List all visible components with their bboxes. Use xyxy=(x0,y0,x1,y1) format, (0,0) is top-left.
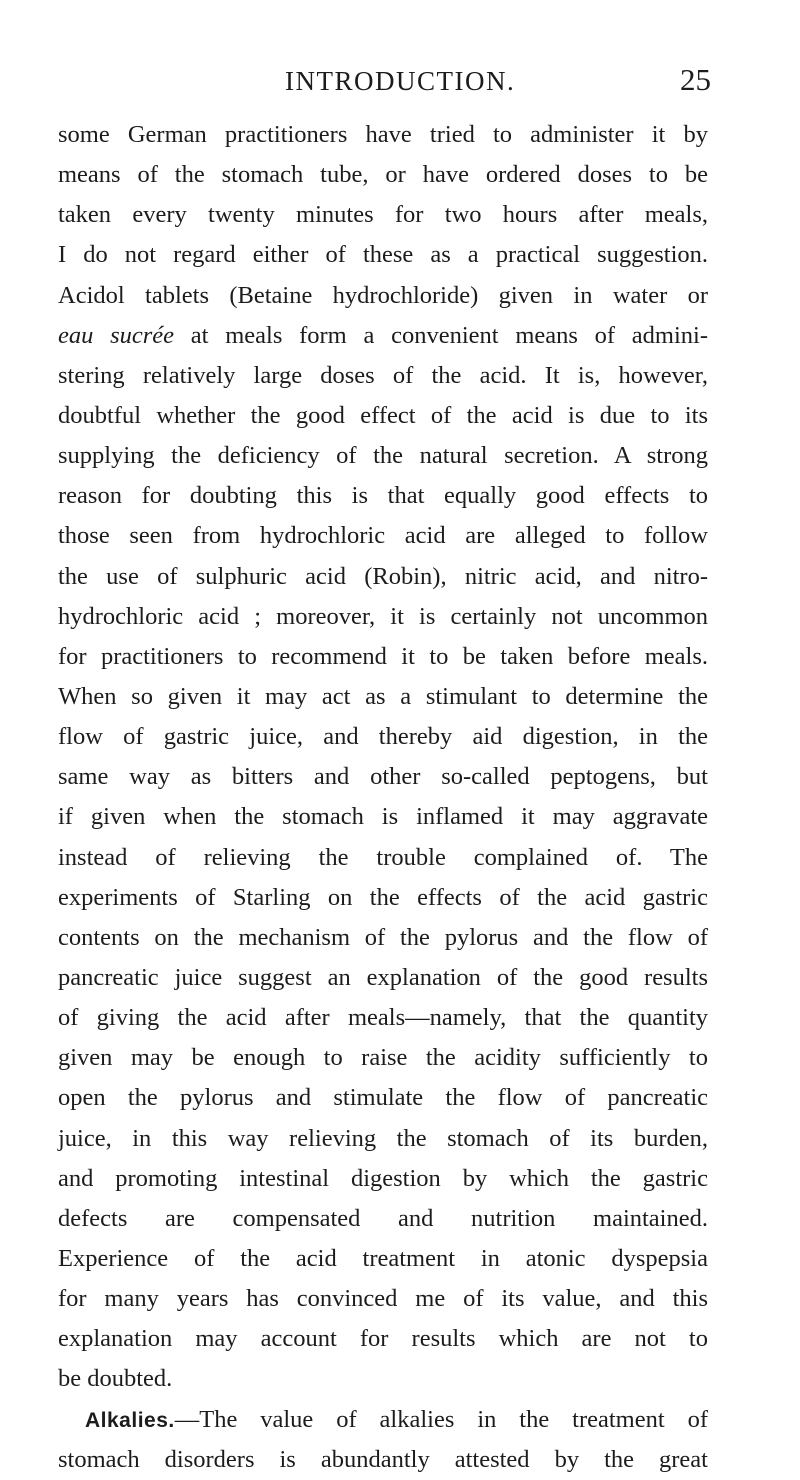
text-line: I do not regard either of these as a practical suggestion. xyxy=(58,241,708,269)
text-line: stomach disorders is abundantly attested by the great xyxy=(58,1445,708,1473)
text-line: some German practitioners have tried to administer it by xyxy=(58,121,708,148)
text-line-rest: —The value of alkalies in the treatment of xyxy=(174,1405,708,1433)
text-line: open the pylorus and stimulate the flow of pancreatic xyxy=(58,1084,708,1112)
text-line: same way as bitters and other so-called peptogens, but xyxy=(58,763,708,791)
text-line: hydrochloric acid ; moreover, it is certainly not uncommon xyxy=(58,602,708,630)
text-line: supplying the deficiency of the natural secretion. A strong xyxy=(58,442,708,470)
text-line-paragraph-end: be doubted. xyxy=(58,1365,173,1393)
text-line: for practitioners to recommend it to be taken before meals. xyxy=(58,642,708,670)
running-head xyxy=(0,62,800,102)
text-line: experiments of Starling on the effects of the acid gastric xyxy=(58,883,708,911)
text-line: given may be enough to raise the acidity sufficiently to xyxy=(58,1044,708,1072)
italic-phrase: eau sucrée xyxy=(58,321,175,349)
text-line: doubtful whether the good effect of the acid is due to its xyxy=(58,401,708,429)
text-line: pancreatic juice suggest an explanation of the good results xyxy=(58,963,708,991)
text-line: if given when the stomach is inflamed it may aggravate xyxy=(58,803,708,831)
text-line: for many years has convinced me of its value, and this xyxy=(58,1285,708,1313)
text-line-rest: at meals form a convenient means of admini- xyxy=(174,321,708,349)
text-line xyxy=(58,1400,708,1440)
text-line: the use of sulphuric acid (Robin), nitric acid, and nitro- xyxy=(58,562,708,590)
side-heading: Alkalies. xyxy=(85,1408,175,1432)
text-line: Acidol tablets (Betaine hydrochloride) given in water or xyxy=(58,281,708,309)
text-line: juice, in this way relieving the stomach of its burden, xyxy=(58,1124,708,1152)
text-line: flow of gastric juice, and thereby aid digestion, in the xyxy=(58,723,708,751)
text-line: instead of relieving the trouble complained of. The xyxy=(58,843,708,871)
text-line: defects are compensated and nutrition maintained. xyxy=(58,1204,708,1232)
text-line: taken every twenty minutes for two hours after meals, xyxy=(58,201,708,229)
text-line: When so given it may act as a stimulant to determine the xyxy=(58,682,708,710)
text-line xyxy=(58,316,708,356)
running-title: INTRODUCTION. xyxy=(285,66,516,96)
text-line: explanation may account for results which are not to xyxy=(58,1325,708,1353)
body-text xyxy=(58,115,708,1480)
text-line: contents on the mechanism of the pylorus and the flow of xyxy=(58,923,708,951)
text-line: of giving the acid after meals—namely, that the quantity xyxy=(58,1004,708,1032)
text-line: Experience of the acid treatment in atonic dyspepsia xyxy=(58,1244,708,1272)
text-line: reason for doubting this is that equally good effects to xyxy=(58,482,708,510)
text-line: those seen from hydrochloric acid are alleged to follow xyxy=(58,522,708,550)
page-number: 25 xyxy=(680,62,711,97)
text-line: stering relatively large doses of the acid. It is, however, xyxy=(58,361,708,389)
text-line: and promoting intestinal digestion by which the gastric xyxy=(58,1164,708,1192)
text-line: means of the stomach tube, or have ordered doses to be xyxy=(58,161,708,189)
